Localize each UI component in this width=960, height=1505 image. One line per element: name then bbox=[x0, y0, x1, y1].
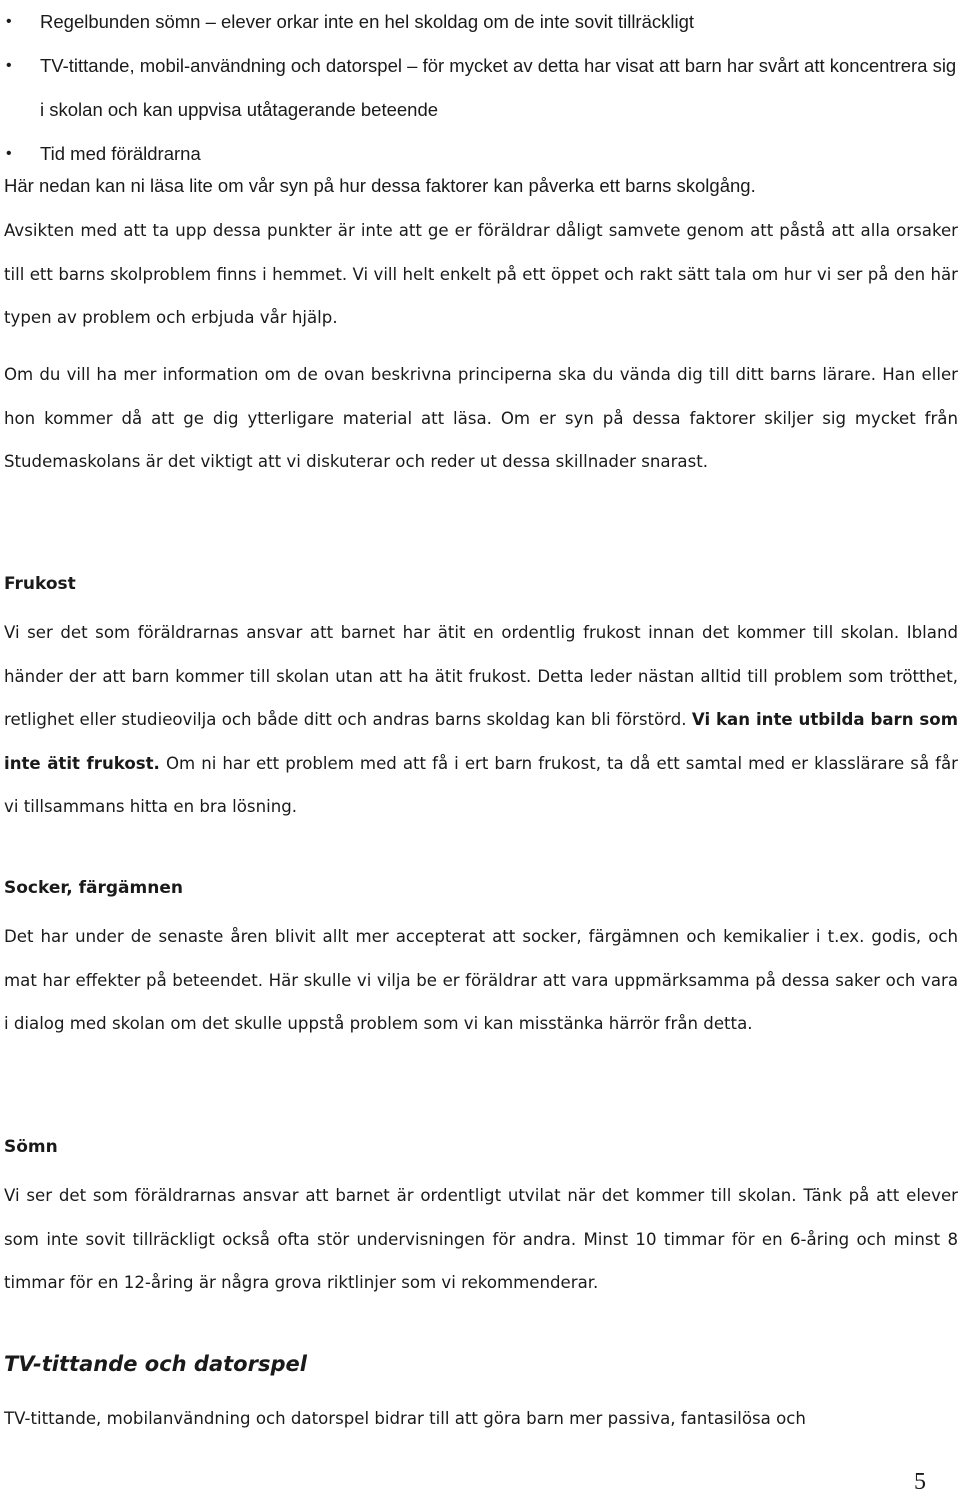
list-item-text: Regelbunden sömn – elever orkar inte en hel skoldag om de inte sovit tillräckligt bbox=[40, 11, 695, 32]
list-item bbox=[0, 0, 960, 44]
bullet-icon: • bbox=[6, 13, 12, 30]
paragraph-socker: Det har under de senaste åren blivit allt mer accepterat att socker, färgämnen och kemikalier i t.ex. godis, och mat har effekter på beteendet. Här skulle vi vilja be er föräldrar att vara uppmärksamma på dessa saker och vara i dialog med skolan om det skulle uppstå problem som vi kan misstänka härrör från detta. bbox=[4, 927, 958, 1033]
frukost-text-b: Om ni har ett problem med att få i ert barn frukost, ta då ett samtal med er klasslärare så får vi tillsammans hitta en bra lösning. bbox=[4, 753, 959, 816]
paragraph-frukost bbox=[4, 611, 958, 829]
paragraph-somn: Vi ser det som föräldrarnas ansvar att barnet är ordentligt utvilat när det kommer till skolan. Tänk på att elever som inte sovit tillräckligt också ofta stör undervisningen för andra. Minst 10 timmar för en 6-åring och minst 8 timmar för en 12-åring är några grova riktlinjer som vi rekommenderar. bbox=[4, 1186, 958, 1292]
paragraph-information: Om du vill ha mer information om de ovan beskrivna principerna ska du vända dig till ditt barns lärare. Han eller hon kommer då att ge dig ytterligare material att läsa. Om er syn på dessa faktorer skiljer sig mycket från Studemaskolans är det viktigt att vi diskuterar och reder ut dessa skillnader snarast. bbox=[4, 365, 958, 471]
heading-socker: Socker, färgämnen bbox=[4, 878, 183, 898]
frukost-emphasis: Vi kan inte utbilda barn som inte ätit frukost. bbox=[4, 710, 958, 773]
page-number: 5 bbox=[914, 1469, 926, 1495]
bullet-icon: • bbox=[6, 57, 12, 74]
bullet-list bbox=[0, 0, 960, 176]
heading-somn: Sömn bbox=[4, 1137, 58, 1157]
paragraph-avsikten: Avsikten med att ta upp dessa punkter är inte att ge er föräldrar dåligt samvete genom att påstå att alla orsaker till ett barns skolproblem finns i hemmet. Vi vill helt enkelt på ett öppet och rakt sätt tala om hur vi ser på den här typen av problem och erbjuda vår hjälp. bbox=[4, 221, 958, 327]
paragraph-tv: TV-tittande, mobilanvändning och datorspel bidrar till att göra barn mer passiva, fantasilösa och bbox=[4, 1409, 806, 1428]
bullet-icon: • bbox=[6, 145, 12, 162]
intro-paragraph: Här nedan kan ni läsa lite om vår syn på hur dessa faktorer kan påverka ett barns skolgång. bbox=[4, 175, 756, 196]
list-item-text: Tid med föräldrarna bbox=[40, 143, 201, 164]
frukost-text-a: Vi ser det som föräldrarnas ansvar att barnet har ätit en ordentlig frukost innan det kommer till skolan. Ibland händer der att barn kommer till skolan utan att ha ätit frukost. Detta leder nästan alltid till problem som trötthet, retlighet eller studieovilja och både ditt och andras barns skoldag kan bli förstörd. bbox=[4, 623, 958, 729]
heading-frukost: Frukost bbox=[4, 574, 76, 594]
list-item bbox=[0, 44, 960, 132]
list-item-text: TV-tittande, mobil-användning och datorspel – för mycket av detta har visat att barn har svårt att koncentrera sig i skolan och kan uppvisa utåtagerande beteende bbox=[40, 55, 957, 120]
heading-tv: TV-tittande och datorspel bbox=[4, 1352, 307, 1376]
